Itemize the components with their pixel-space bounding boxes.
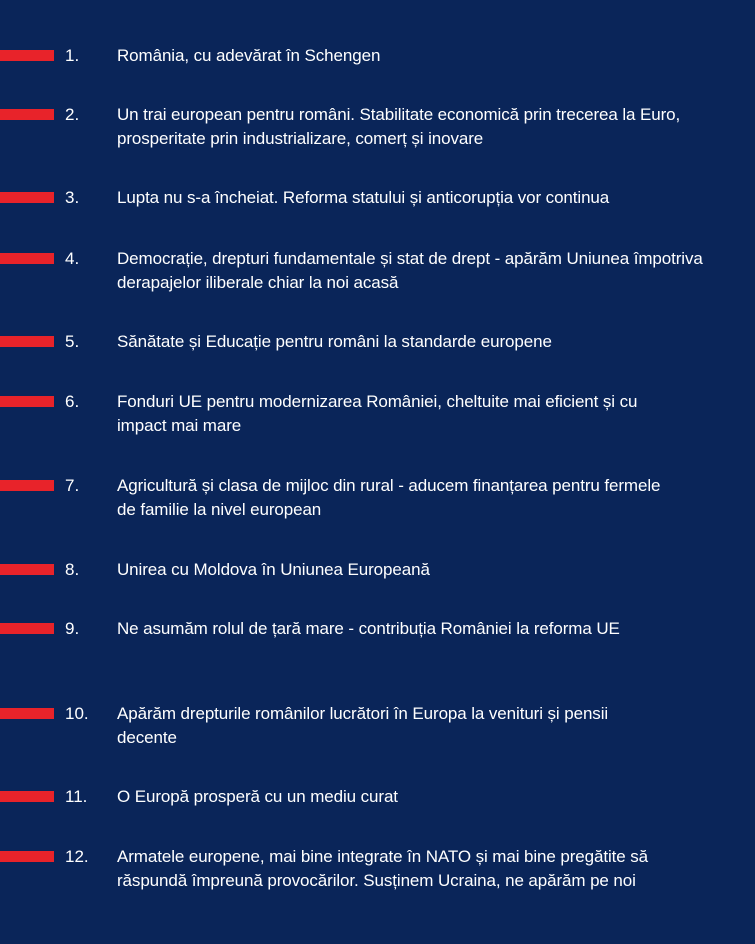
item-number: 8. [65, 560, 80, 579]
red-bar-marker [0, 791, 54, 802]
item-number: 12. [65, 847, 89, 866]
red-bar-marker [0, 623, 54, 634]
item-text: Democrație, drepturi fundamentale și stat de drept - apărăm Uniunea împotriva derapajelor iliberale chiar la noi acasă [117, 249, 703, 292]
red-bar-marker [0, 253, 54, 264]
item-text: Sănătate și Educație pentru români la standarde europene [117, 332, 552, 351]
item-number: 9. [65, 619, 80, 638]
red-bar-marker [0, 480, 54, 491]
red-bar-marker [0, 336, 54, 347]
red-bar-marker [0, 564, 54, 575]
item-text: O Europă prosperă cu un mediu curat [117, 787, 398, 806]
item-number: 11. [65, 787, 88, 806]
item-text: Lupta nu s-a încheiat. Reforma statului și anticorupția vor continua [117, 188, 610, 207]
item-text: România, cu adevărat în Schengen [117, 46, 381, 65]
item-text: Fonduri UE pentru modernizarea României, cheltuite mai eficient și cu impact mai mare [117, 392, 638, 435]
item-number: 5. [65, 332, 80, 351]
item-text: Unirea cu Moldova în Uniunea Europeană [117, 560, 430, 579]
red-bar-marker [0, 50, 54, 61]
red-bar-marker [0, 396, 54, 407]
red-bar-marker [0, 708, 54, 719]
item-number: 1. [65, 46, 80, 65]
item-text: Ne asumăm rolul de țară mare - contribuția României la reforma UE [117, 619, 620, 638]
item-text: Agricultură și clasa de mijloc din rural - aducem finanțarea pentru fermele de familie la nivel european [117, 476, 661, 519]
red-bar-marker [0, 851, 54, 862]
item-number: 2. [65, 105, 80, 124]
red-bar-marker [0, 109, 54, 120]
item-number: 3. [65, 188, 80, 207]
red-bar-marker [0, 192, 54, 203]
item-number: 10. [65, 704, 89, 723]
item-number: 4. [65, 249, 80, 268]
item-text: Un trai european pentru români. Stabilitate economică prin trecerea la Euro, prosperitate prin industrializare, comerț și inovare [117, 105, 681, 148]
item-number: 7. [65, 476, 80, 495]
item-text: Apărăm drepturile românilor lucrători în Europa la venituri și pensii decente [117, 704, 609, 747]
item-number: 6. [65, 392, 80, 411]
item-text: Armatele europene, mai bine integrate în NATO și mai bine pregătite să răspundă împreună provocărilor. Susținem Ucraina, ne apărăm pe noi [117, 847, 648, 890]
